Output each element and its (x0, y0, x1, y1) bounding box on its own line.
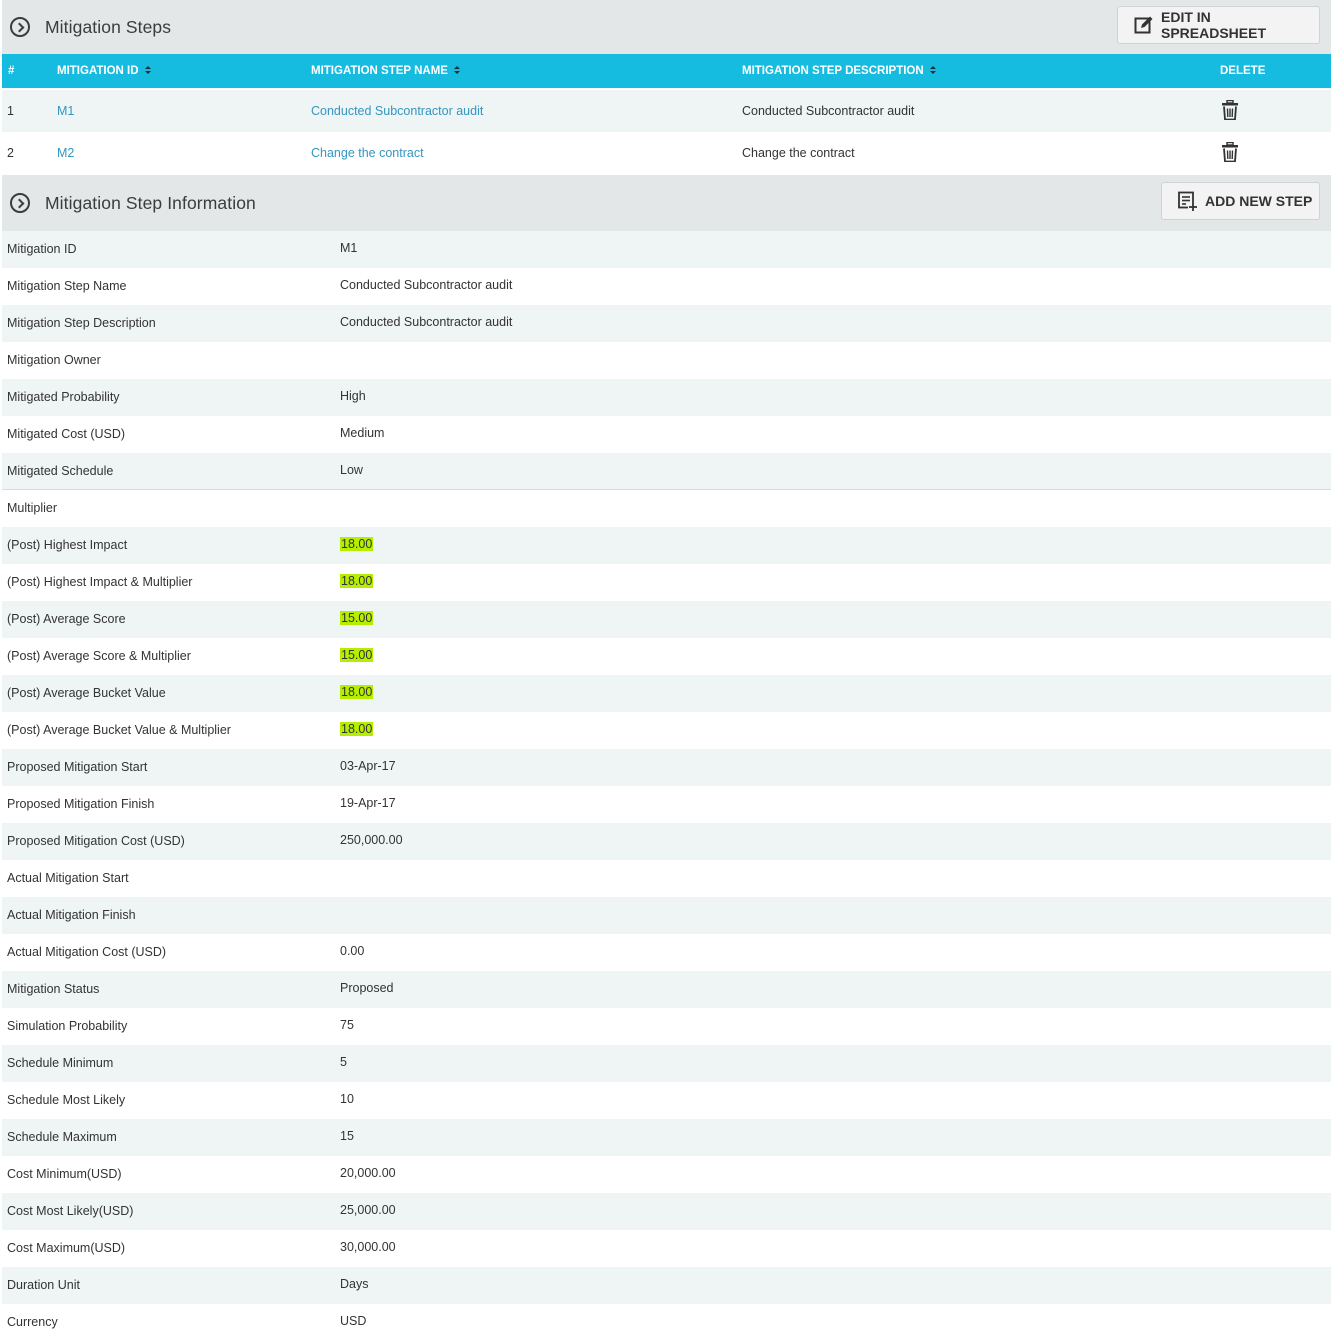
edit-icon (1134, 15, 1154, 35)
info-row (2, 527, 1331, 564)
info-row (2, 971, 1331, 1008)
section-title: Mitigation Steps (45, 16, 172, 37)
info-label: Schedule Most Likely (7, 1093, 126, 1107)
grid-header (2, 54, 1331, 88)
info-value: 0.00 (340, 944, 365, 958)
row-number: 2 (7, 146, 14, 160)
collapse-circle-icon[interactable] (10, 193, 30, 213)
col-header-mitigation-id[interactable] (57, 65, 152, 77)
sort-icon[interactable] (453, 66, 461, 75)
info-value: 18.00 (341, 574, 373, 588)
info-value: 15.00 (341, 648, 373, 662)
add-list-icon (1178, 191, 1198, 211)
info-row (2, 490, 1331, 527)
mitigation-id-link[interactable]: M1 (57, 104, 75, 118)
info-value: 25,000.00 (340, 1203, 396, 1217)
mitigation-steps-header (2, 0, 1331, 54)
info-row (2, 416, 1331, 453)
col-header-step-description[interactable] (742, 65, 937, 77)
add-new-step-label: ADD NEW STEP (1205, 193, 1313, 209)
info-row (2, 342, 1331, 379)
info-value: 15.00 (341, 611, 373, 625)
info-label: Cost Maximum(USD) (7, 1241, 126, 1255)
info-label: (Post) Highest Impact (7, 538, 128, 552)
table-row[interactable] (2, 90, 1331, 132)
info-label: Actual Mitigation Cost (USD) (7, 945, 167, 959)
info-value: Conducted Subcontractor audit (340, 315, 513, 329)
info-value: 75 (340, 1018, 354, 1032)
info-row (2, 749, 1331, 786)
info-row (2, 1119, 1331, 1156)
info-label: (Post) Average Bucket Value (7, 686, 166, 700)
info-value: M1 (340, 241, 358, 255)
info-row (2, 453, 1331, 490)
info-label: Mitigated Schedule (7, 464, 114, 478)
info-value: Low (340, 463, 363, 477)
info-value: Proposed (340, 981, 394, 995)
edit-in-spreadsheet-button[interactable] (1117, 6, 1320, 44)
info-label: Mitigation Step Name (7, 279, 127, 293)
info-value: 15 (340, 1129, 354, 1143)
info-value: 5 (340, 1055, 347, 1069)
info-row (2, 379, 1331, 416)
info-label: Duration Unit (7, 1278, 80, 1292)
info-label: Proposed Mitigation Start (7, 760, 148, 774)
info-label: Currency (7, 1315, 58, 1329)
info-label: Proposed Mitigation Finish (7, 797, 155, 811)
info-label: Simulation Probability (7, 1019, 128, 1033)
trash-icon[interactable] (1222, 142, 1238, 162)
info-label: Proposed Mitigation Cost (USD) (7, 834, 185, 848)
info-label: Multiplier (7, 501, 58, 515)
info-row (2, 1082, 1331, 1119)
info-value: 18.00 (341, 722, 373, 736)
info-label: (Post) Average Score & Multiplier (7, 649, 191, 663)
info-label: Cost Minimum(USD) (7, 1167, 122, 1181)
col-header-delete: DELETE (1220, 65, 1266, 77)
info-value: 03-Apr-17 (340, 759, 396, 773)
info-row (2, 1045, 1331, 1082)
step-description: Change the contract (742, 146, 855, 160)
sort-icon[interactable] (929, 66, 937, 75)
info-value: Conducted Subcontractor audit (340, 278, 513, 292)
info-value: 18.00 (341, 537, 373, 551)
info-row (2, 1304, 1331, 1341)
step-name-link[interactable]: Change the contract (311, 146, 424, 160)
info-row (2, 786, 1331, 823)
info-value: 19-Apr-17 (340, 796, 396, 810)
info-row (2, 231, 1331, 268)
sort-icon[interactable] (144, 66, 152, 75)
info-value: 30,000.00 (340, 1240, 396, 1254)
info-label: Mitigated Probability (7, 390, 120, 404)
info-row (2, 638, 1331, 675)
info-value: 20,000.00 (340, 1166, 396, 1180)
info-value: 250,000.00 (340, 833, 403, 847)
step-description: Conducted Subcontractor audit (742, 104, 915, 118)
info-row (2, 1193, 1331, 1230)
info-label: Mitigation Status (7, 982, 100, 996)
col-header-label: MITIGATION ID (57, 65, 139, 77)
table-row[interactable] (2, 132, 1331, 174)
mitigation-step-info-list (2, 231, 1331, 1341)
info-label: Cost Most Likely(USD) (7, 1204, 134, 1218)
info-label: (Post) Average Bucket Value & Multiplier (7, 723, 231, 737)
info-row (2, 1156, 1331, 1193)
info-value: Medium (340, 426, 385, 440)
info-label: Actual Mitigation Finish (7, 908, 136, 922)
info-value: High (340, 389, 366, 403)
info-label: Schedule Maximum (7, 1130, 117, 1144)
mitigation-id-link[interactable]: M2 (57, 146, 75, 160)
info-row (2, 305, 1331, 342)
info-label: (Post) Highest Impact & Multiplier (7, 575, 193, 589)
info-row (2, 897, 1331, 934)
info-label: Mitigation Step Description (7, 316, 156, 330)
info-value: USD (340, 1314, 367, 1328)
info-row (2, 860, 1331, 897)
info-label: Mitigated Cost (USD) (7, 427, 126, 441)
info-label: Mitigation Owner (7, 353, 101, 367)
section-title: Mitigation Step Information (45, 192, 256, 213)
info-value: 18.00 (341, 685, 373, 699)
info-value: 10 (340, 1092, 354, 1106)
info-row (2, 1267, 1331, 1304)
info-label: Mitigation ID (7, 242, 77, 256)
add-new-step-button[interactable] (1161, 182, 1320, 220)
info-row (2, 823, 1331, 860)
collapse-circle-icon[interactable] (10, 17, 30, 37)
info-label: Schedule Minimum (7, 1056, 114, 1070)
col-header-step-name[interactable] (311, 65, 461, 77)
info-row (2, 1008, 1331, 1045)
info-row (2, 675, 1331, 712)
trash-icon[interactable] (1222, 100, 1238, 120)
col-header-num: # (8, 65, 15, 77)
info-row (2, 564, 1331, 601)
step-name-link[interactable]: Conducted Subcontractor audit (311, 104, 484, 118)
col-header-label: MITIGATION STEP NAME (311, 65, 448, 77)
info-row (2, 601, 1331, 638)
info-label: (Post) Average Score (7, 612, 126, 626)
edit-in-spreadsheet-label: EDIT IN SPREADSHEET (1161, 9, 1267, 41)
info-row (2, 712, 1331, 749)
info-row (2, 1230, 1331, 1267)
row-number: 1 (7, 104, 14, 118)
info-row (2, 268, 1331, 305)
info-label: Actual Mitigation Start (7, 871, 129, 885)
info-value: Days (340, 1277, 369, 1291)
mitigation-step-information-header (2, 175, 1331, 231)
info-row (2, 934, 1331, 971)
col-header-label: MITIGATION STEP DESCRIPTION (742, 65, 924, 77)
